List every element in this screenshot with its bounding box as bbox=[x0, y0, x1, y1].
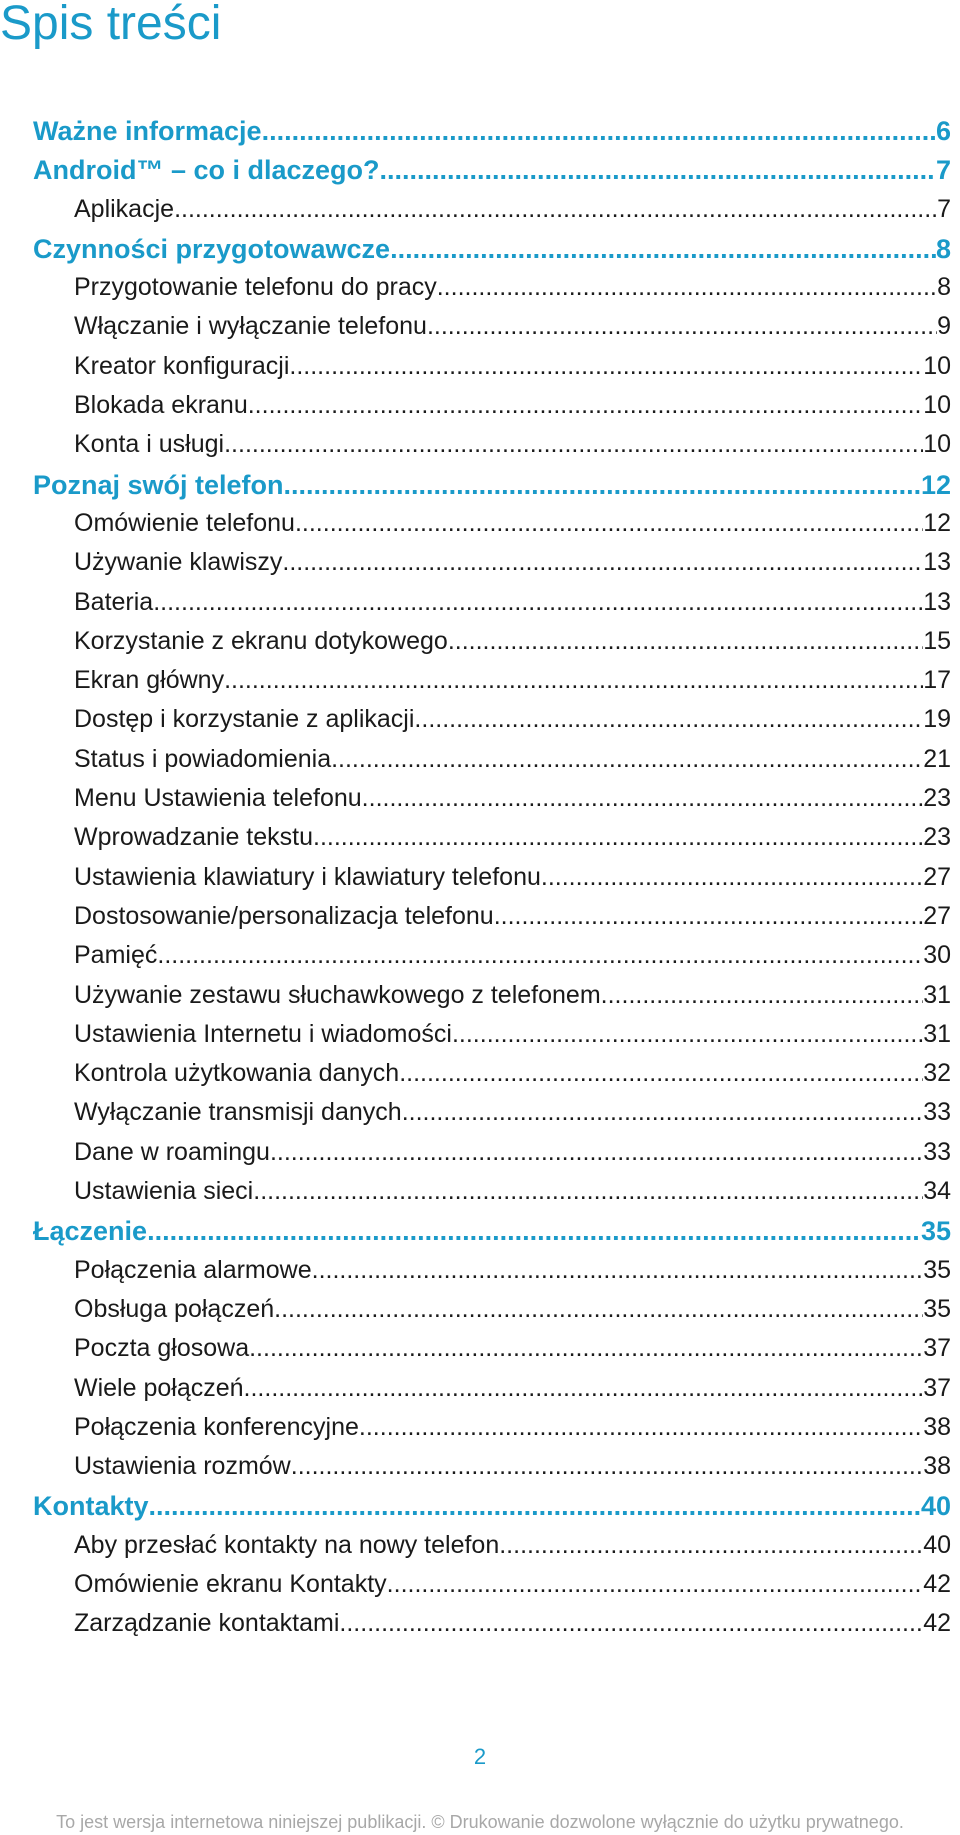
toc-entry-page: 27 bbox=[923, 862, 951, 891]
dot-leader bbox=[387, 1570, 924, 1599]
toc-entry-label: Połączenia konferencyjne bbox=[74, 1412, 359, 1441]
toc-entry-page: 10 bbox=[923, 391, 951, 420]
toc-entry-page: 37 bbox=[923, 1334, 951, 1363]
dot-leader bbox=[494, 902, 923, 931]
toc-entry-label: Status i powiadomienia bbox=[74, 744, 332, 773]
dot-leader bbox=[149, 1491, 921, 1522]
toc-entry-page: 15 bbox=[923, 626, 951, 655]
toc-entry-page: 38 bbox=[923, 1452, 951, 1481]
toc-entry-page: 27 bbox=[923, 901, 951, 930]
toc-section-entry[interactable] bbox=[33, 1570, 951, 1609]
toc-entry-label: Aby przesłać kontakty na nowy telefon bbox=[74, 1530, 500, 1559]
dot-leader bbox=[249, 1334, 923, 1363]
dot-leader bbox=[312, 1256, 924, 1285]
toc-section-entry[interactable] bbox=[33, 705, 951, 744]
dot-leader bbox=[399, 1059, 923, 1088]
toc-entry-label: Obsługa połączeń bbox=[74, 1294, 275, 1323]
toc-section-entry[interactable] bbox=[33, 941, 951, 980]
toc-section-entry[interactable] bbox=[33, 627, 951, 666]
toc-entry-label: Omówienie ekranu Kontakty bbox=[74, 1569, 387, 1598]
toc-section-entry[interactable] bbox=[33, 745, 951, 784]
toc-entry-page: 40 bbox=[920, 1491, 951, 1522]
toc-entry-page: 9 bbox=[937, 312, 951, 341]
toc-section-entry[interactable] bbox=[33, 391, 951, 430]
toc-entry-page: 10 bbox=[923, 351, 951, 380]
toc-entry-label: Android™ – co i dlaczego? bbox=[33, 155, 380, 186]
toc-entry-label: Konta i usługi bbox=[74, 430, 225, 459]
dot-leader bbox=[448, 627, 923, 656]
toc-section-entry[interactable] bbox=[33, 981, 951, 1020]
dot-leader bbox=[499, 1531, 923, 1560]
dot-leader bbox=[157, 941, 923, 970]
toc-entry-page: 33 bbox=[923, 1098, 951, 1127]
toc-entry-label: Poznaj swój telefon bbox=[33, 469, 284, 500]
toc-entry-page: 35 bbox=[923, 1294, 951, 1323]
toc-entry-label: Aplikacje bbox=[74, 194, 175, 223]
dot-leader bbox=[274, 1295, 923, 1324]
toc-entry-page: 13 bbox=[923, 548, 951, 577]
toc-section-entry[interactable] bbox=[33, 1452, 951, 1491]
toc-entry-page: 23 bbox=[923, 784, 951, 813]
toc-entry-label: Zarządzanie kontaktami bbox=[74, 1609, 340, 1638]
toc-entry-label: Dostosowanie/personalizacja telefonu bbox=[74, 901, 494, 930]
dot-leader bbox=[153, 588, 923, 617]
toc-section-entry[interactable] bbox=[33, 1256, 951, 1295]
toc-section-entry[interactable] bbox=[33, 1098, 951, 1137]
toc-entry-page: 8 bbox=[935, 233, 951, 264]
toc-entry-label: Przygotowanie telefonu do pracy bbox=[74, 273, 437, 302]
toc-entry-page: 7 bbox=[935, 155, 951, 186]
toc-entry-label: Kontrola użytkowania danych bbox=[74, 1059, 400, 1088]
toc-entry-page: 23 bbox=[923, 823, 951, 852]
toc-section-entry[interactable] bbox=[33, 430, 951, 469]
toc-entry-page: 35 bbox=[920, 1216, 951, 1247]
dot-leader bbox=[331, 745, 923, 774]
toc-entry-label: Dostęp i korzystanie z aplikacji bbox=[74, 705, 415, 734]
toc-section-entry[interactable] bbox=[33, 588, 951, 627]
dot-leader bbox=[262, 116, 936, 147]
table-of-contents bbox=[33, 116, 951, 1649]
dot-leader bbox=[380, 155, 936, 186]
page-title: Spis treści bbox=[0, 0, 222, 50]
toc-entry-page: 31 bbox=[923, 980, 951, 1009]
dot-leader bbox=[390, 234, 936, 265]
toc-section-entry[interactable] bbox=[33, 823, 951, 862]
toc-chapter-entry[interactable] bbox=[33, 470, 951, 509]
dot-leader bbox=[437, 273, 937, 302]
toc-section-entry[interactable] bbox=[33, 1413, 951, 1452]
toc-entry-page: 21 bbox=[923, 744, 951, 773]
dot-leader bbox=[427, 312, 937, 341]
dot-leader bbox=[248, 391, 923, 420]
toc-section-entry[interactable] bbox=[33, 352, 951, 391]
dot-leader bbox=[147, 1216, 921, 1247]
toc-section-entry[interactable] bbox=[33, 1138, 951, 1177]
dot-leader bbox=[295, 509, 923, 538]
toc-entry-page: 7 bbox=[937, 194, 951, 223]
toc-section-entry[interactable] bbox=[33, 273, 951, 312]
toc-entry-page: 10 bbox=[923, 430, 951, 459]
toc-section-entry[interactable] bbox=[33, 902, 951, 941]
toc-chapter-entry[interactable] bbox=[33, 155, 951, 194]
toc-entry-page: 32 bbox=[923, 1059, 951, 1088]
toc-entry-label: Połączenia alarmowe bbox=[74, 1255, 312, 1284]
dot-leader bbox=[541, 863, 923, 892]
toc-section-entry[interactable] bbox=[33, 1177, 951, 1216]
dot-leader bbox=[339, 1609, 923, 1638]
dot-leader bbox=[270, 1138, 923, 1167]
dot-leader bbox=[601, 981, 924, 1010]
dot-leader bbox=[362, 784, 924, 813]
dot-leader bbox=[291, 1452, 923, 1481]
toc-section-entry[interactable] bbox=[33, 1295, 951, 1334]
toc-entry-page: 8 bbox=[937, 273, 951, 302]
toc-entry-label: Czynności przygotowawcze bbox=[33, 233, 391, 264]
footer-notice: To jest wersja internetowa niniejszej publikacji. © Drukowanie dozwolone wyłącznie do użytku prywatnego. bbox=[56, 1812, 904, 1832]
dot-leader bbox=[224, 666, 923, 695]
toc-entry-label: Kontakty bbox=[33, 1491, 149, 1522]
toc-entry-label: Kreator konfiguracji bbox=[74, 351, 290, 380]
toc-entry-label: Menu Ustawienia telefonu bbox=[74, 784, 362, 813]
dot-leader bbox=[359, 1413, 923, 1442]
toc-entry-label: Ustawienia klawiatury i klawiatury telefonu bbox=[74, 862, 541, 891]
dot-leader bbox=[289, 352, 923, 381]
dot-leader bbox=[414, 705, 923, 734]
toc-entry-label: Blokada ekranu bbox=[74, 391, 248, 420]
toc-entry-label: Ustawienia rozmów bbox=[74, 1452, 291, 1481]
toc-entry-page: 19 bbox=[923, 705, 951, 734]
toc-entry-page: 30 bbox=[923, 941, 951, 970]
page-number: 2 bbox=[473, 1744, 487, 1769]
dot-leader bbox=[284, 470, 921, 501]
toc-entry-page: 38 bbox=[923, 1412, 951, 1441]
toc-entry-page: 12 bbox=[920, 469, 951, 500]
dot-leader bbox=[282, 548, 923, 577]
toc-section-entry[interactable] bbox=[33, 1374, 951, 1413]
toc-entry-label: Poczta głosowa bbox=[74, 1334, 250, 1363]
toc-entry-label: Ustawienia sieci bbox=[74, 1177, 254, 1206]
toc-entry-label: Ustawienia Internetu i wiadomości bbox=[74, 1019, 452, 1048]
dot-leader bbox=[402, 1098, 924, 1127]
dot-leader bbox=[452, 1020, 923, 1049]
toc-chapter-entry[interactable] bbox=[33, 234, 951, 273]
toc-entry-page: 34 bbox=[923, 1177, 951, 1206]
toc-entry-label: Włączanie i wyłączanie telefonu bbox=[74, 312, 427, 341]
dot-leader bbox=[313, 823, 923, 852]
toc-entry-label: Korzystanie z ekranu dotykowego bbox=[74, 626, 448, 655]
toc-entry-page: 12 bbox=[923, 508, 951, 537]
toc-entry-label: Używanie klawiszy bbox=[74, 548, 283, 577]
toc-entry-page: 13 bbox=[923, 587, 951, 616]
toc-chapter-entry[interactable] bbox=[33, 1216, 951, 1255]
toc-entry-label: Używanie zestawu słuchawkowego z telefonem bbox=[74, 980, 601, 1009]
toc-section-entry[interactable] bbox=[33, 509, 951, 548]
toc-chapter-entry[interactable] bbox=[33, 1491, 951, 1530]
toc-section-entry[interactable] bbox=[33, 1059, 951, 1098]
toc-entry-label: Wyłączanie transmisji danych bbox=[74, 1098, 402, 1127]
toc-section-entry[interactable] bbox=[33, 312, 951, 351]
toc-entry-label: Ekran główny bbox=[74, 666, 225, 695]
toc-entry-label: Ważne informacje bbox=[33, 116, 262, 146]
dot-leader bbox=[174, 195, 937, 224]
toc-entry-label: Pamięć bbox=[74, 941, 158, 970]
toc-section-entry[interactable] bbox=[33, 548, 951, 587]
toc-section-entry[interactable] bbox=[33, 863, 951, 902]
toc-section-entry[interactable] bbox=[33, 784, 951, 823]
dot-leader bbox=[253, 1177, 923, 1206]
dot-leader bbox=[224, 430, 923, 459]
toc-entry-label: Wiele połączeń bbox=[74, 1373, 244, 1402]
toc-entry-page: 37 bbox=[923, 1373, 951, 1402]
toc-entry-page: 35 bbox=[923, 1255, 951, 1284]
toc-section-entry[interactable] bbox=[33, 666, 951, 705]
toc-section-entry[interactable] bbox=[33, 1609, 951, 1648]
toc-section-entry[interactable] bbox=[33, 1020, 951, 1059]
toc-entry-label: Bateria bbox=[74, 587, 154, 616]
toc-entry-page: 31 bbox=[923, 1019, 951, 1048]
toc-entry-page: 42 bbox=[923, 1569, 951, 1598]
toc-entry-label: Omówienie telefonu bbox=[74, 508, 295, 537]
toc-entry-page: 6 bbox=[935, 116, 951, 146]
toc-entry-page: 40 bbox=[923, 1530, 951, 1559]
toc-section-entry[interactable] bbox=[33, 195, 951, 234]
toc-section-entry[interactable] bbox=[33, 1334, 951, 1373]
toc-section-entry[interactable] bbox=[33, 1531, 951, 1570]
toc-entry-page: 17 bbox=[923, 666, 951, 695]
toc-entry-page: 42 bbox=[923, 1609, 951, 1638]
toc-entry-label: Wprowadzanie tekstu bbox=[74, 823, 314, 852]
toc-entry-label: Dane w roamingu bbox=[74, 1137, 270, 1166]
toc-chapter-entry[interactable] bbox=[33, 116, 951, 155]
toc-entry-label: Łączenie bbox=[33, 1216, 148, 1247]
dot-leader bbox=[244, 1374, 924, 1403]
toc-entry-page: 33 bbox=[923, 1137, 951, 1166]
